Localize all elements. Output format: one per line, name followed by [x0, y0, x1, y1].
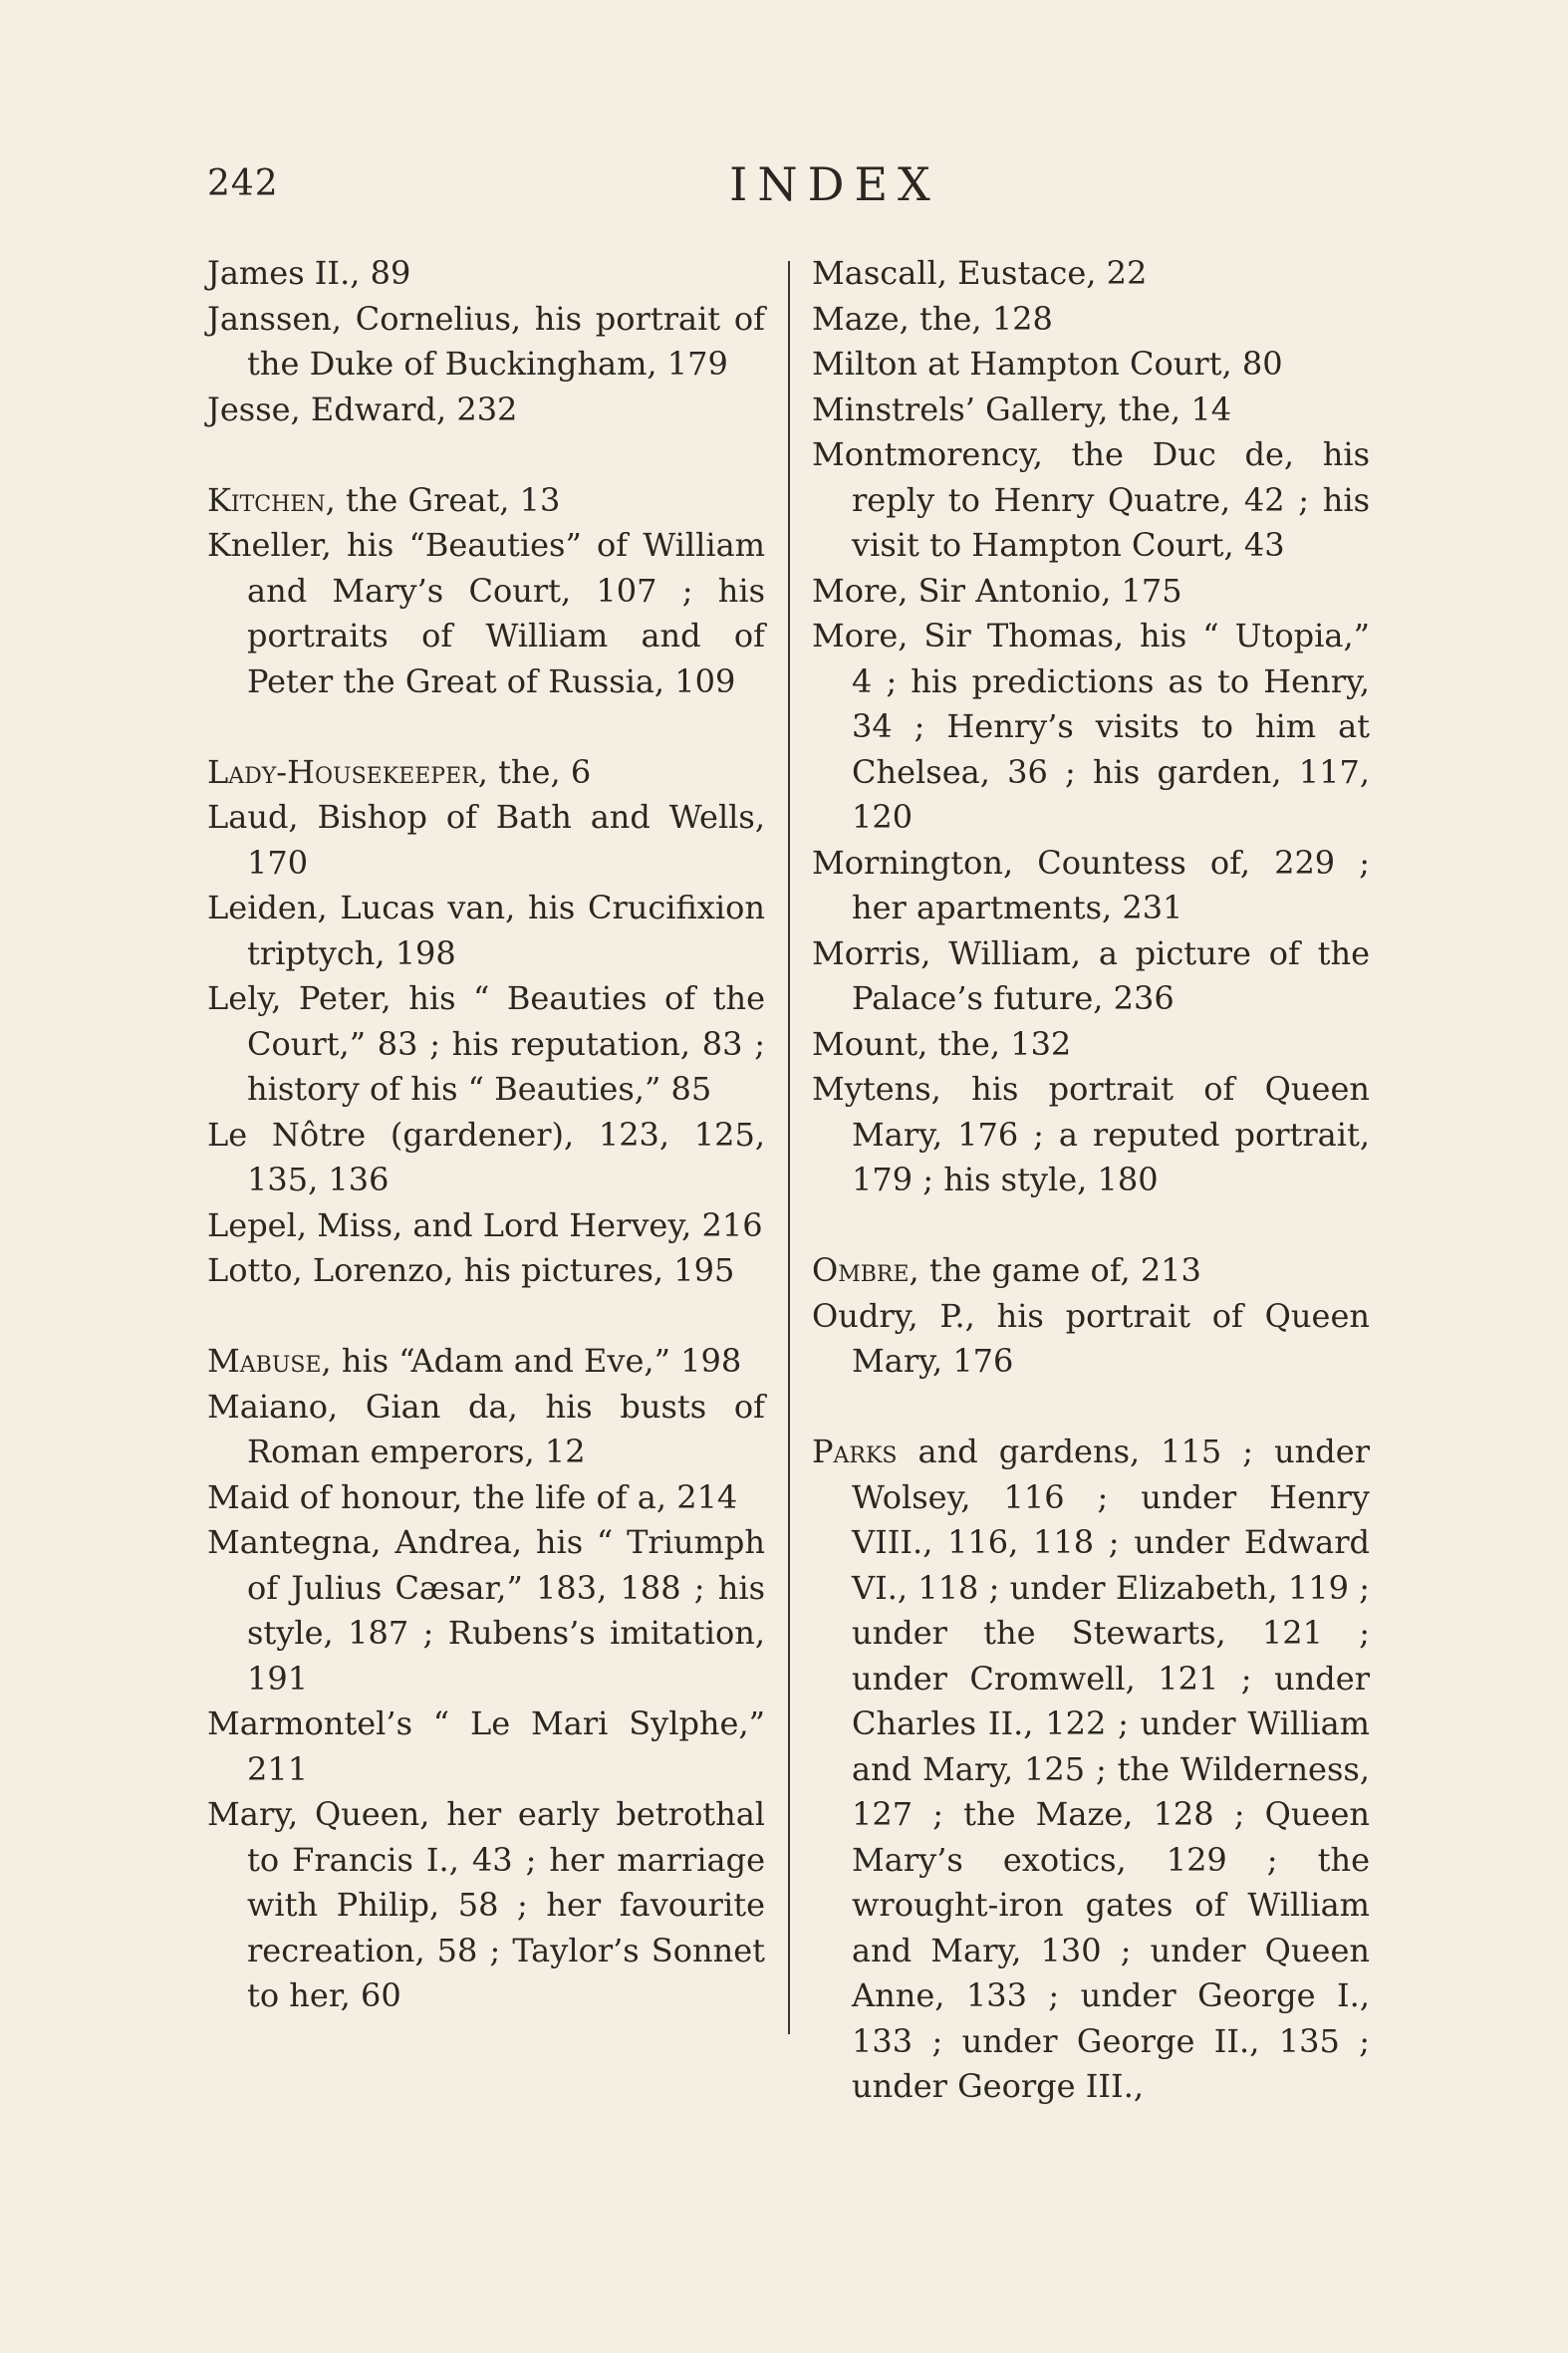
- column-divider: [788, 261, 790, 2034]
- section-gap: [812, 1203, 1370, 1249]
- entry-text: Mornington, Countess of, 229 ; her apartments, 231: [812, 843, 1370, 926]
- entry-text: his “Adam and Eve,” 198: [331, 1342, 742, 1380]
- index-entry: [207, 976, 765, 1113]
- index-entry: [207, 1475, 765, 1521]
- entry-text: the game of, 213: [918, 1251, 1201, 1289]
- entry-text: the, 6: [487, 752, 592, 791]
- entry-lead-word: Parks: [812, 1433, 898, 1470]
- entry-lead-word: Ombre,: [812, 1251, 919, 1289]
- index-entry: [207, 523, 765, 704]
- entry-text: Maiano, Gian da, his busts of Roman emperors, 12: [207, 1387, 765, 1470]
- page-header: [207, 157, 1383, 217]
- index-entry: [812, 1067, 1370, 1203]
- entry-text: Morris, William, a picture of the Palace’s future, 236: [812, 933, 1370, 1017]
- left-index-column: [207, 251, 765, 2019]
- index-entry: [207, 750, 765, 796]
- index-entry: [207, 297, 765, 388]
- entry-text: Leiden, Lucas van, his Crucifixion triptych, 198: [207, 889, 765, 972]
- index-entry: [812, 388, 1370, 433]
- index-entry: [207, 1701, 765, 1792]
- index-entry: [812, 1022, 1370, 1068]
- index-entry: [812, 931, 1370, 1022]
- entry-text: Marmontel’s “ Le Mari Sylphe,” 211: [207, 1704, 765, 1788]
- entry-text: Mount, the, 132: [812, 1024, 1072, 1063]
- entry-text: Mary, Queen, her early betrothal to Francis I., 43 ; her marriage with Philip, 58 ; her favourite recreation, 58 ; Taylor’s Sonnet to her, 60: [207, 1795, 765, 2014]
- index-entry: [207, 1339, 765, 1385]
- entry-text: Laud, Bishop of Bath and Wells, 170: [207, 798, 765, 882]
- entry-text: James II., 89: [207, 254, 411, 292]
- index-entry: [207, 1792, 765, 2019]
- index-entry: [812, 1430, 1370, 2110]
- index-entry: [207, 1113, 765, 1203]
- index-entry: [812, 251, 1370, 297]
- entry-text: Mantegna, Andrea, his “ Triumph of Julius Cæsar,” 183, 188 ; his style, 187 ; Rubens’s imitation, 191: [207, 1523, 765, 1698]
- section-gap: [207, 432, 765, 478]
- entry-text: Janssen, Cornelius, his portrait of the Duke of Buckingham, 179: [207, 299, 765, 383]
- index-entry: [207, 1248, 765, 1294]
- index-entry: [812, 569, 1370, 615]
- entry-text: Montmorency, the Duc de, his reply to Henry Quatre, 42 ; his visit to Hampton Court, 43: [812, 435, 1370, 564]
- index-entry: [812, 1294, 1370, 1385]
- section-gap: [207, 1294, 765, 1340]
- entry-text: More, Sir Antonio, 175: [812, 571, 1182, 610]
- index-entry: [207, 886, 765, 976]
- section-gap: [207, 704, 765, 750]
- index-entry: [812, 841, 1370, 931]
- entry-text: Mascall, Eustace, 22: [812, 254, 1148, 292]
- index-entry: [207, 478, 765, 524]
- entry-text: Mytens, his portrait of Queen Mary, 176 ; a reputed portrait, 179 ; his style, 180: [812, 1070, 1370, 1198]
- entry-text: Lely, Peter, his “ Beauties of the Court,” 83 ; his reputation, 83 ; history of his “ Beauties,” 85: [207, 979, 765, 1108]
- entry-text: Milton at Hampton Court, 80: [812, 345, 1283, 383]
- entry-text: Maze, the, 128: [812, 299, 1053, 338]
- entry-text: Minstrels’ Gallery, the, 14: [812, 390, 1232, 428]
- index-entry: [207, 1520, 765, 1701]
- entry-text: and gardens, 115 ; under Wolsey, 116 ; under Henry VIII., 116, 118 ; under Edward VI., 118 ; under Elizabeth, 119 ; under the Stewarts, 121 ; under Cromwell, 121 ; under Charles II., 122 ; under William and Mary, 125 ; the Wilderness, 127 ; the Maze, 128 ; Queen Mary’s exotics, 129 ; the wrought-iron gates of William and Mary, 130 ; under Queen Anne, 133 ; under George I., 133 ; under George II., 135 ; under George III.,: [852, 1433, 1370, 2105]
- index-entry: [812, 297, 1370, 343]
- entry-lead-word: Lady-Housekeeper,: [207, 752, 488, 791]
- page-number: 242: [207, 163, 279, 204]
- entry-text: Lotto, Lorenzo, his pictures, 195: [207, 1251, 735, 1289]
- entry-text: Kneller, his “Beauties” of William and Mary’s Court, 107 ; his portraits of William and of Peter the Great of Russia, 109: [207, 526, 765, 700]
- entry-text: Le Nôtre (gardener), 123, 125, 135, 136: [207, 1115, 765, 1198]
- index-entry: [207, 795, 765, 886]
- section-gap: [812, 1385, 1370, 1431]
- index-entry: [812, 614, 1370, 841]
- entry-text: More, Sir Thomas, his “ Utopia,” 4 ; his predictions as to Henry, 34 ; Henry’s visits to him at Chelsea, 36 ; his garden, 117, 120: [812, 617, 1370, 836]
- index-entry: [207, 1385, 765, 1475]
- entry-text: Maid of honour, the life of a, 214: [207, 1477, 738, 1516]
- entry-lead-word: Mabuse,: [207, 1342, 332, 1380]
- index-entry: [207, 251, 765, 297]
- index-entry: [812, 432, 1370, 569]
- index-entry: [812, 1248, 1370, 1294]
- index-entry: [207, 388, 765, 433]
- entry-text: Oudry, P., his portrait of Queen Mary, 176: [812, 1296, 1370, 1380]
- index-entry: [207, 1203, 765, 1249]
- entry-text: Jesse, Edward, 232: [207, 390, 518, 428]
- entry-text: Lepel, Miss, and Lord Hervey, 216: [207, 1205, 763, 1244]
- index-entry: [812, 342, 1370, 388]
- index-title: INDEX: [729, 157, 940, 211]
- right-index-column: [812, 251, 1370, 2110]
- entry-text: the Great, 13: [335, 480, 561, 519]
- entry-lead-word: Kitchen,: [207, 480, 336, 519]
